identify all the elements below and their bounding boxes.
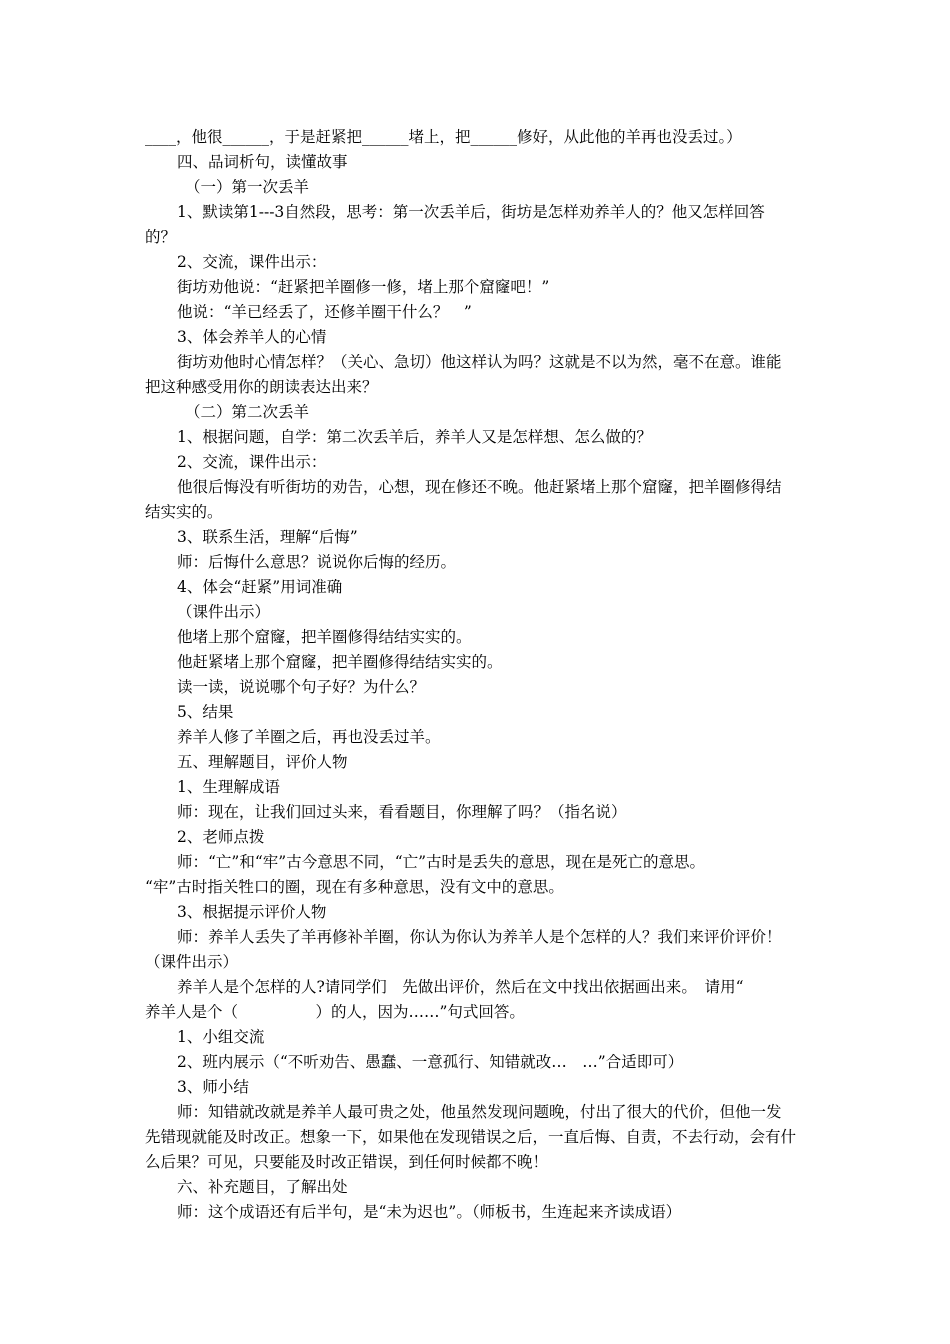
text-line: （课件出示） <box>177 603 271 621</box>
text-line: 3、师小结 <box>177 1078 249 1096</box>
text-line: “牢”古时指关牲口的圈，现在有多种意思，没有文中的意思。 <box>145 878 564 896</box>
text-line: 1、生理解成语 <box>177 778 280 796</box>
section-heading: 四、品词析句，读懂故事 <box>177 153 348 171</box>
section-heading: 五、理解题目，评价人物 <box>177 753 348 771</box>
text-line: 1、默读第1---3自然段，思考：第一次丢羊后，街坊是怎样劝养羊人的？他又怎样回答 <box>177 203 765 221</box>
text-line: ____，他很______，于是赶紧把______堵上，把______修好，从此他的羊再也没丢过。） <box>145 128 742 146</box>
text-line: 养羊人是个怎样的人?请同学们 先做出评价，然后在文中找出依据画出来。 请用“ <box>177 978 744 996</box>
text-line: 他说：“羊已经丢了，还修羊圈干什么？ ” <box>177 303 472 321</box>
text-line: 养羊人修了羊圈之后，再也没丢过羊。 <box>177 728 441 746</box>
text-line: 5、结果 <box>177 703 234 721</box>
text-line: 师：“亡”和“牢”古今意思不同，“亡”古时是丢失的意思，现在是死亡的意思。 <box>177 853 706 871</box>
text-line: 街坊劝他说：“赶紧把羊圈修一修，堵上那个窟窿吧！” <box>177 278 550 296</box>
text-line: 读一读，说说哪个句子好？为什么？ <box>177 678 426 696</box>
text-line: 3、根据提示评价人物 <box>177 903 327 921</box>
text-line: 师：后悔什么意思？说说你后悔的经历。 <box>177 553 457 571</box>
text-line: 4、体会“赶紧”用词准确 <box>177 578 343 596</box>
text-line: 师：这个成语还有后半句，是“未为迟也”。（师板书，生连起来齐读成语） <box>177 1203 682 1221</box>
text-line: 他赶紧堵上那个窟窿，把羊圈修得结结实实的。 <box>177 653 503 671</box>
section-heading: 六、补充题目，了解出处 <box>177 1178 348 1196</box>
text-line: 2、老师点拨 <box>177 828 265 846</box>
text-line: 他堵上那个窟窿，把羊圈修得结结实实的。 <box>177 628 472 646</box>
subsection-heading: （一）第一次丢羊 <box>185 178 310 196</box>
text-line: 么后果？可见，只要能及时改正错误，到任何时候都不晚！ <box>145 1153 549 1171</box>
text-line: 师：知错就改就是养羊人最可贵之处，他虽然发现问题晚，付出了很大的代价，但他一发 <box>177 1103 782 1121</box>
text-line: 先错现就能及时改正。想象一下，如果他在发现错误之后，一直后悔、自责，不去行动，会有什 <box>145 1128 797 1146</box>
text-line: 把这种感受用你的朗读表达出来？ <box>145 378 378 396</box>
text-line: 街坊劝他时心情怎样？（关心、急切）他这样认为吗？这就是不以为然，毫不在意。谁能 <box>177 353 782 371</box>
text-line: 2、班内展示（“不听劝告、愚蠢、一意孤行、知错就改… …”合适即可） <box>177 1053 684 1071</box>
text-line: 师：养羊人丢失了羊再修补羊圈，你认为你认为养羊人是个怎样的人？我们来评价评价！ <box>177 928 782 946</box>
text-line: 养羊人是个（ ）的人，因为……”句式回答。 <box>145 1003 525 1021</box>
text-line: 2、交流，课件出示： <box>177 453 327 471</box>
subsection-heading: （二）第二次丢羊 <box>185 403 310 421</box>
text-line: （课件出示） <box>145 953 239 971</box>
text-line: 3、联系生活，理解“后悔” <box>177 528 358 546</box>
text-line: 结实实的。 <box>145 503 223 521</box>
text-line: 1、小组交流 <box>177 1028 265 1046</box>
text-line: 3、体会养羊人的心情 <box>177 328 327 346</box>
text-line: 他很后悔没有听街坊的劝告，心想，现在修还不晚。他赶紧堵上那个窟窿，把羊圈修得结 <box>177 478 782 496</box>
text-line: 师：现在，让我们回过头来，看看题目，你理解了吗？（指名说） <box>177 803 627 821</box>
text-line: 1、根据问题，自学：第二次丢羊后，养羊人又是怎样想、怎么做的？ <box>177 428 652 446</box>
text-line: 2、交流，课件出示： <box>177 253 327 271</box>
text-line: 的？ <box>145 228 177 246</box>
